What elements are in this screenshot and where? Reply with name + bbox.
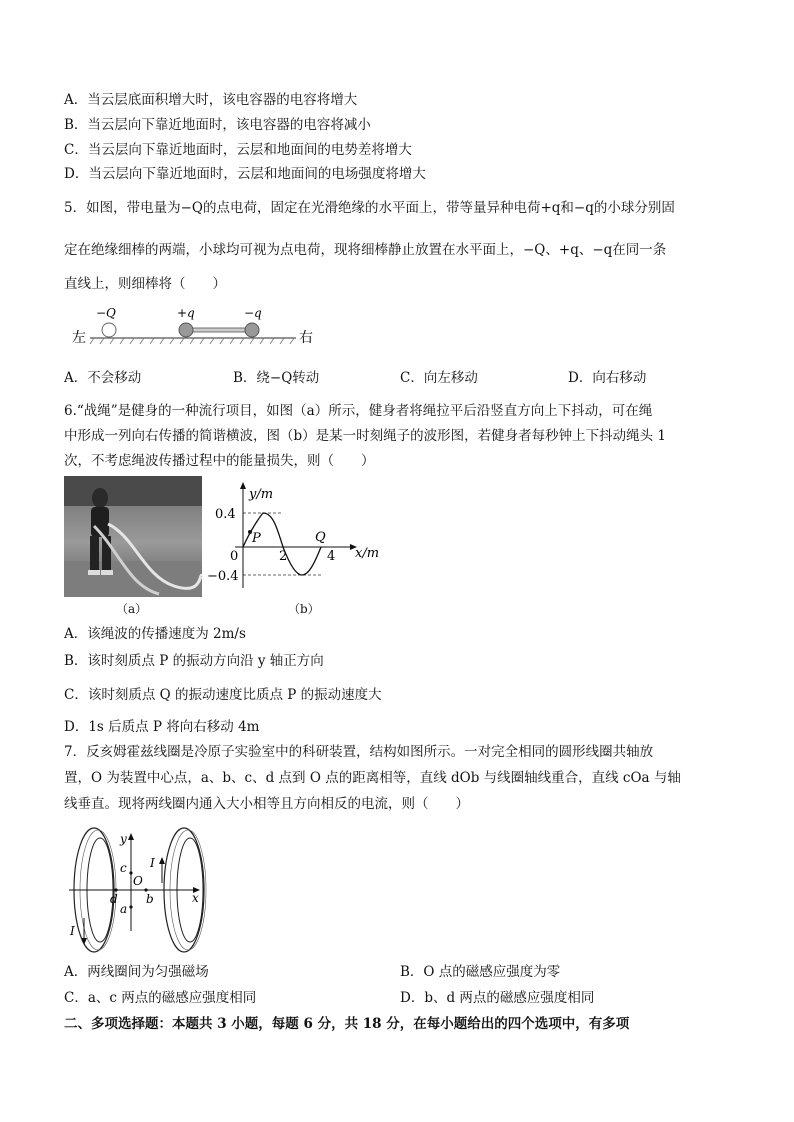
q6-stem-line1: 6.“战绳”是健身的一种流行项目，如图（a）所示，健身者将绳拉平后沿竖直方向上下抖动，可在绳: [64, 403, 653, 419]
q5-rod: [193, 328, 245, 332]
q6-caption-a: （a）: [116, 602, 148, 616]
q7-label-d: d: [110, 892, 118, 906]
q5-option-b: B．绕−Q转动: [233, 370, 320, 386]
q5-label-negQ: −Q: [96, 306, 116, 320]
q5-stem-line1: 5．如图，带电量为−Q的点电荷，固定在光滑绝缘的水平面上，带等量异种电荷+q和−q的小球分别固: [64, 200, 675, 216]
q5-figure: [64, 300, 324, 350]
q6-caption-b: （b）: [288, 602, 320, 616]
q6-label-p: P: [252, 531, 261, 546]
q5-label-right: 右: [299, 330, 313, 346]
q7-coil-figure: [64, 823, 214, 958]
section2-heading: 二、多项选择题：本题共 3 小题，每题 6 分，共 18 分，在每小题给出的四个选项中，有多项: [64, 1016, 630, 1032]
q7-option-c: C．a、c 两点的磁感应强度相同: [64, 990, 257, 1006]
q5-charge-posq: [179, 323, 193, 337]
q6-x-label: x/m: [355, 546, 380, 561]
q6-y-label: y/m: [249, 487, 274, 502]
q7-y-arrow: [128, 833, 134, 840]
q5-label-left: 左: [72, 330, 86, 346]
q5-option-d: D．向右移动: [568, 370, 647, 386]
q6-photo-battle-rope: [64, 476, 202, 597]
q4-option-d: D．当云层向下靠近地面时，云层和地面间的电场强度将增大: [64, 166, 426, 182]
q7-option-b: B．O 点的磁感应强度为零: [400, 964, 561, 980]
q6-label-q: Q: [315, 530, 326, 545]
q7-label-i-right: I: [150, 856, 155, 870]
q6-option-d: D．1s 后质点 P 将向右移动 4m: [64, 719, 260, 735]
q6-tick-y-neg: −0.4: [207, 569, 239, 584]
q5-label-negq: −q: [244, 306, 262, 320]
q7-current-right-arrow: [159, 857, 165, 864]
q5-stem-line3: 直线上，则细棒将（ ）: [64, 276, 226, 292]
q5-option-c: C．向左移动: [400, 370, 478, 386]
q6-tick-y-pos: 0.4: [215, 507, 236, 522]
q5-hatching: [90, 338, 294, 344]
q7-option-d: D．b、d 两点的磁感应强度相同: [400, 990, 595, 1006]
q7-stem-line2: 置，O 为装置中心点，a、b、c、d 点到 O 点的距离相等，直线 dOb 与线圈轴线重合，直线 cOa 与轴: [64, 770, 681, 786]
q5-stem-line2: 定在绝缘细棒的两端，小球均可视为点电荷，现将细棒静止放置在水平面上，−Q、+q、−q在同一条: [64, 242, 667, 258]
q4-option-a: A．当云层底面积增大时，该电容器的电容将增大: [64, 92, 358, 108]
q7-label-a: a: [120, 902, 128, 916]
q5-label-posq: +q: [177, 306, 195, 320]
q6-tick-x2: 2: [279, 549, 288, 564]
q6-tick-origin: 0: [230, 549, 239, 564]
q5-charge-negQ: [102, 323, 116, 337]
q6-option-b: B．该时刻质点 P 的振动方向沿 y 轴正方向: [64, 653, 324, 669]
q6-wave-graph: [205, 480, 385, 592]
q7-label-c: c: [120, 861, 127, 875]
q7-label-y: y: [120, 832, 127, 846]
q6-stem-line3: 次，不考虑绳波传播过程中的能量损失，则（ ）: [64, 453, 375, 469]
q6-option-c: C．该时刻质点 Q 的振动速度比质点 P 的振动速度大: [64, 687, 382, 703]
q7-label-o: O: [133, 874, 143, 888]
q6-tick-x4: 4: [327, 549, 336, 564]
q4-option-c: C．当云层向下靠近地面时，云层和地面间的电势差将增大: [64, 142, 412, 158]
q7-stem-line1: 7．反亥姆霍兹线圈是冷原子实验室中的科研装置，结构如图所示。一对完全相同的圆形线圈共轴放: [64, 744, 654, 760]
q7-label-x: x: [192, 891, 199, 905]
q7-label-i-left: I: [70, 924, 75, 938]
q5-charge-negq: [245, 323, 259, 337]
q4-option-b: B．当云层向下靠近地面时，该电容器的电容将减小: [64, 117, 371, 133]
q7-label-b: b: [146, 892, 154, 906]
q6-stem-line2: 中形成一列向右传播的简谐横波，图（b）是某一时刻绳子的波形图，若健身者每秒钟上下抖动绳头 1: [64, 428, 667, 444]
q7-stem-line3: 线垂直。现将两线圈内通入大小相等且方向相反的电流，则（ ）: [64, 796, 469, 812]
q6-y-arrow: [240, 482, 246, 489]
q7-option-a: A．两线圈间为匀强磁场: [64, 964, 209, 980]
q5-option-a: A．不会移动: [64, 370, 142, 386]
q6-option-a: A．该绳波的传播速度为 2m/s: [64, 626, 246, 642]
